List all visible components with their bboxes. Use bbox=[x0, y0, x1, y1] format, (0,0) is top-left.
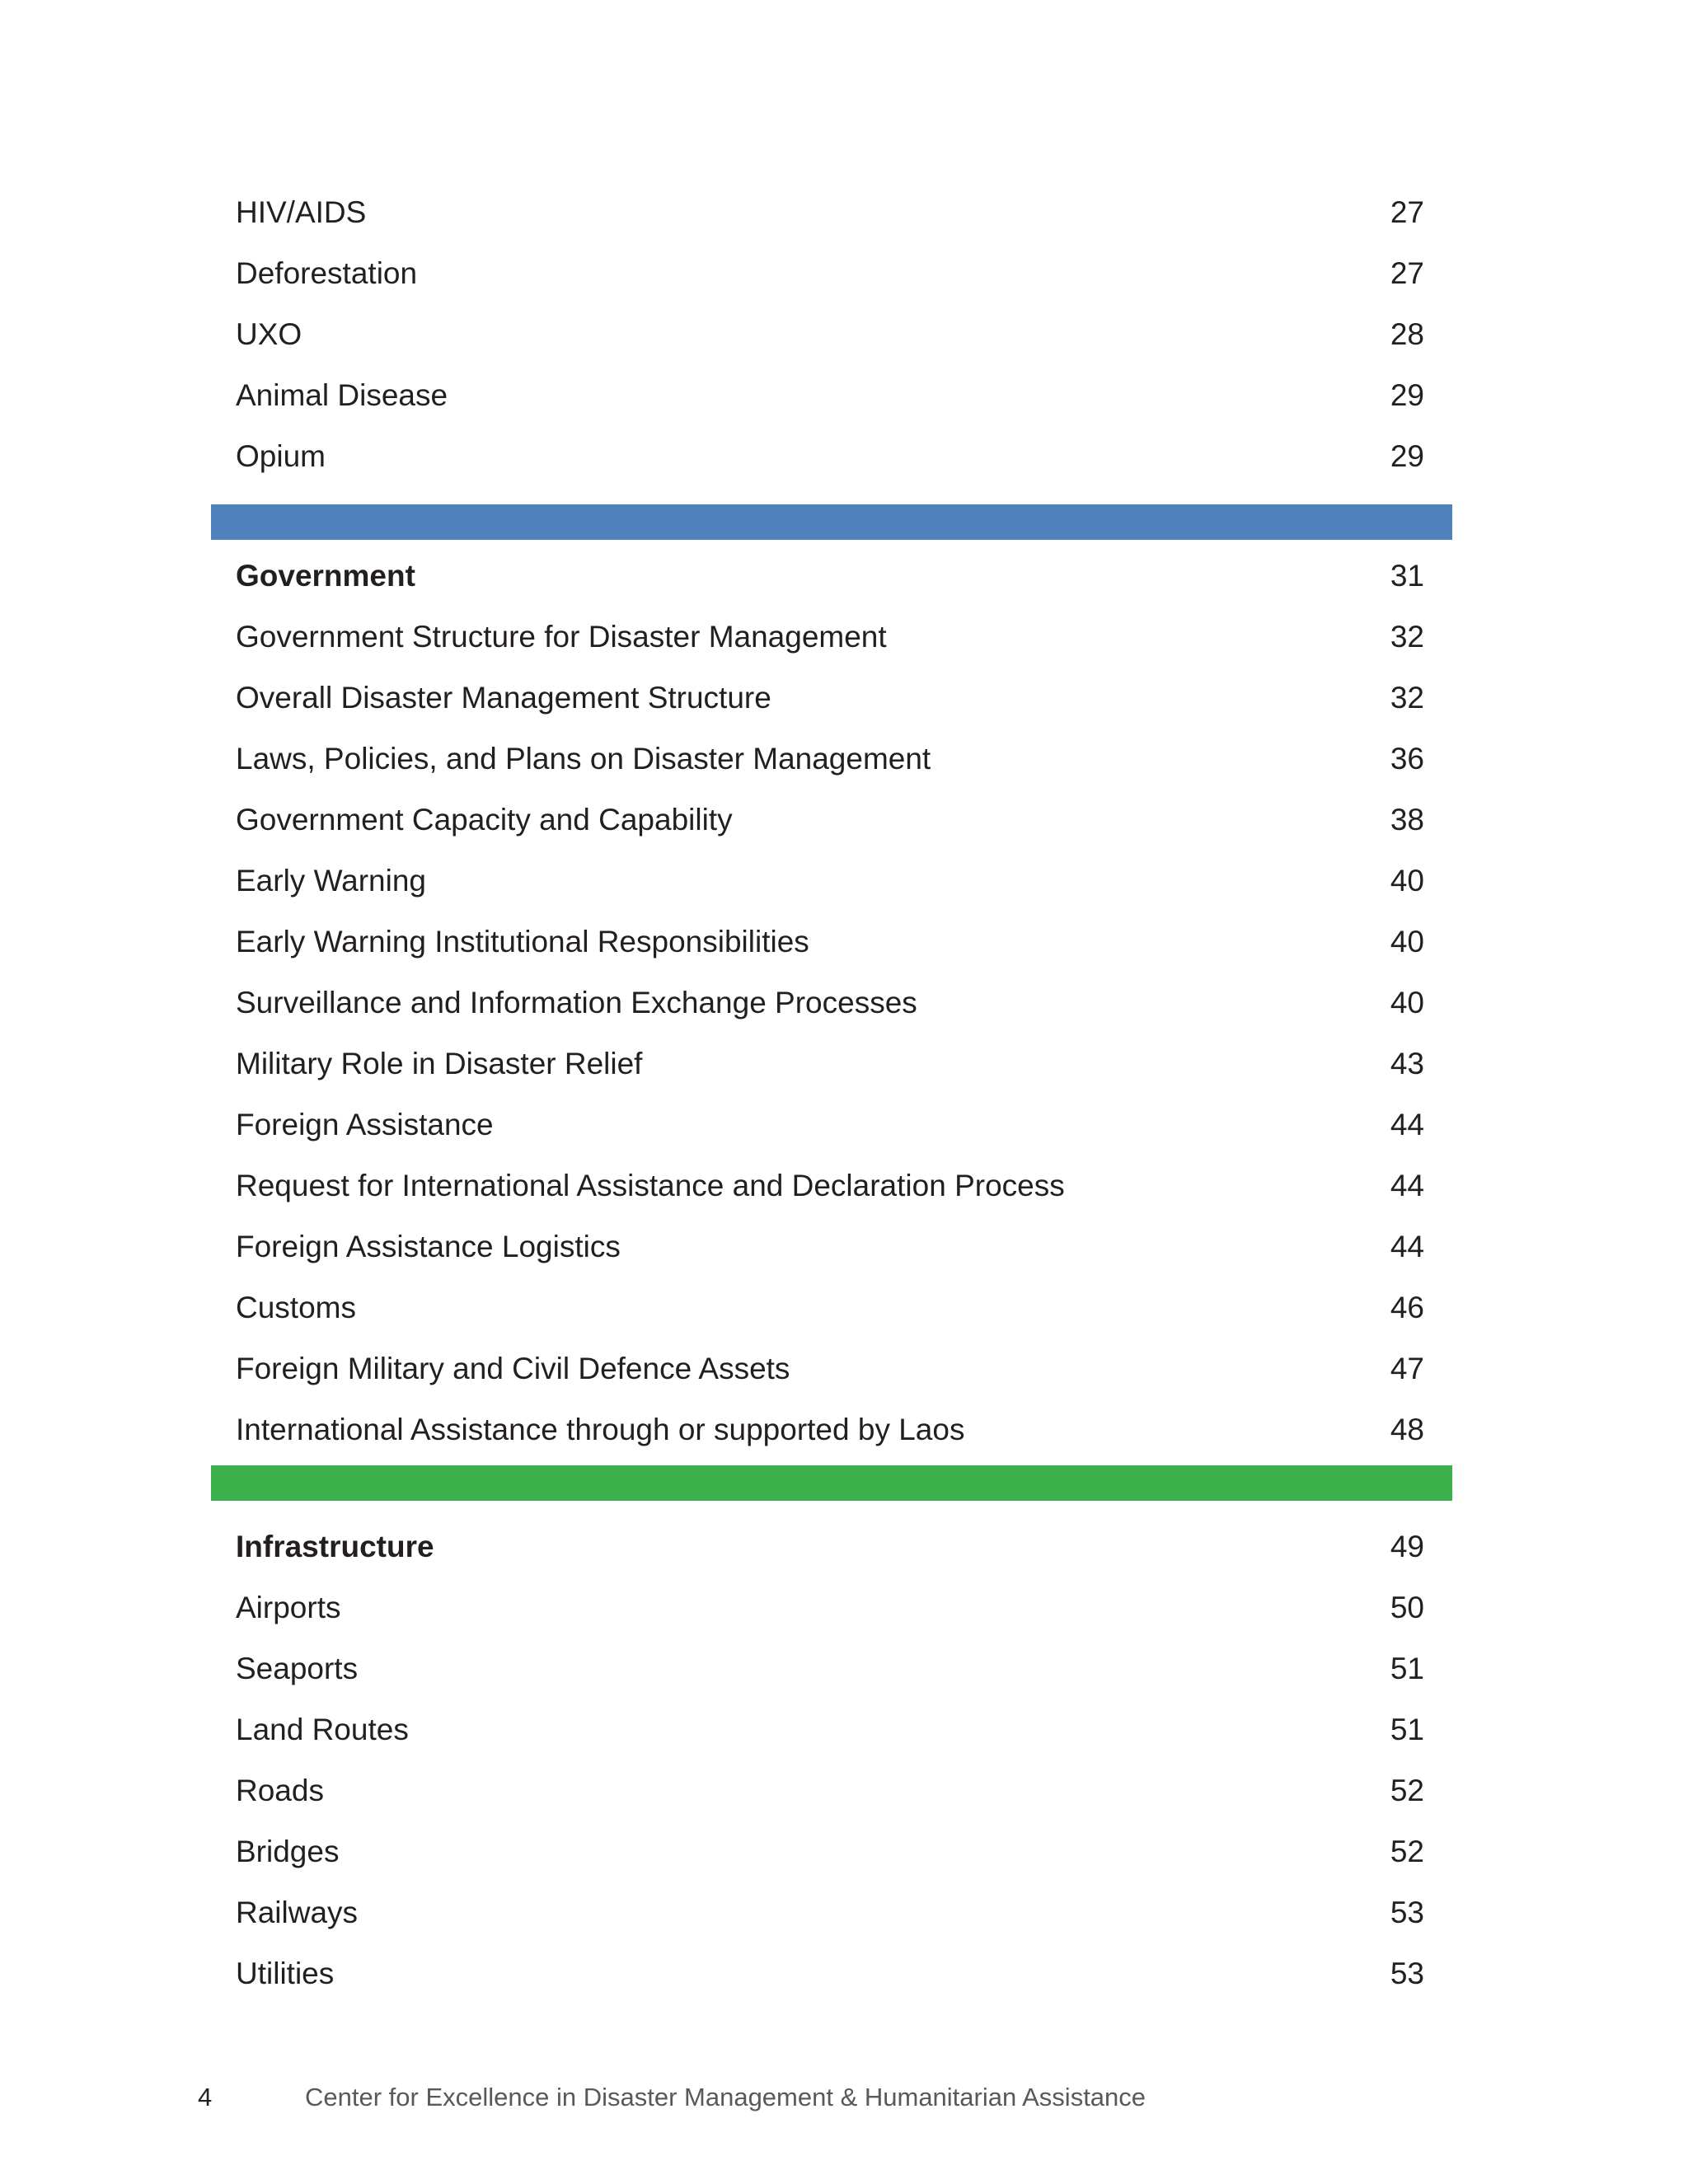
toc-entry-page: 52 bbox=[1390, 1835, 1424, 1868]
toc-entry-title: Military Role in Disaster Relief bbox=[236, 1047, 643, 1080]
toc-entry-title: Foreign Assistance Logistics bbox=[236, 1230, 621, 1263]
toc-entry-page: 27 bbox=[1390, 195, 1424, 229]
toc-entry-page: 44 bbox=[1390, 1108, 1424, 1141]
toc-entry-title: Bridges bbox=[236, 1835, 340, 1868]
toc-entry-title: Airports bbox=[236, 1591, 341, 1624]
toc-entry[interactable] bbox=[211, 1277, 1452, 1338]
toc-entry-title: Early Warning Institutional Responsibilities bbox=[236, 925, 809, 958]
toc-entry-page: 29 bbox=[1390, 378, 1424, 412]
section-divider-bar-government bbox=[211, 504, 1452, 540]
toc-entry-page: 40 bbox=[1390, 986, 1424, 1019]
toc-entry[interactable] bbox=[211, 365, 1452, 426]
toc-entry-page: 51 bbox=[1390, 1652, 1424, 1685]
toc-entry[interactable] bbox=[211, 912, 1452, 972]
toc-entry-title: Foreign Assistance bbox=[236, 1108, 494, 1141]
toc-entry-title: Government Capacity and Capability bbox=[236, 803, 733, 837]
toc-entry-page: 32 bbox=[1390, 681, 1424, 715]
toc-entry-title: Laws, Policies, and Plans on Disaster Management bbox=[236, 742, 931, 776]
toc-entry-page: 40 bbox=[1390, 925, 1424, 958]
toc-entry[interactable] bbox=[211, 1577, 1452, 1638]
footer-organization: Center for Excellence in Disaster Management & Humanitarian Assistance bbox=[305, 2083, 1146, 2111]
toc-entry[interactable] bbox=[211, 972, 1452, 1033]
toc-entry-title: Customs bbox=[236, 1291, 356, 1324]
toc-entry[interactable] bbox=[211, 851, 1452, 912]
toc-entry-page: 50 bbox=[1390, 1591, 1424, 1624]
toc-entry[interactable] bbox=[211, 1216, 1452, 1277]
toc-section-heading[interactable] bbox=[211, 546, 1452, 607]
toc-entry[interactable] bbox=[211, 1943, 1452, 2004]
toc-entry-page: 43 bbox=[1390, 1047, 1424, 1080]
toc-section-government bbox=[211, 546, 1452, 1460]
toc-entry-title: HIV/AIDS bbox=[236, 195, 367, 229]
toc-entry-page: 52 bbox=[1390, 1774, 1424, 1807]
toc-entry[interactable] bbox=[211, 1094, 1452, 1155]
toc-entry-page: 36 bbox=[1390, 742, 1424, 776]
toc-section-heading[interactable] bbox=[211, 1516, 1452, 1577]
toc-entry-page: 29 bbox=[1390, 439, 1424, 473]
toc-entry-title: Seaports bbox=[236, 1652, 359, 1685]
toc-entry[interactable] bbox=[211, 790, 1452, 851]
toc-entry-page: 47 bbox=[1390, 1352, 1424, 1385]
toc-entry[interactable] bbox=[211, 729, 1452, 790]
toc-entry-page: 44 bbox=[1390, 1169, 1424, 1202]
toc-entry-page: 44 bbox=[1390, 1230, 1424, 1263]
toc-entry[interactable] bbox=[211, 607, 1452, 668]
toc-entry-page: 27 bbox=[1390, 256, 1424, 290]
toc-entry-title: Government Structure for Disaster Management bbox=[236, 620, 887, 654]
toc-entry-page: 53 bbox=[1390, 1957, 1424, 1990]
toc-entry[interactable] bbox=[211, 1699, 1452, 1760]
toc-entry[interactable] bbox=[211, 1882, 1452, 1943]
page-footer bbox=[0, 2077, 1688, 2118]
toc-entry[interactable] bbox=[211, 668, 1452, 729]
toc-entry[interactable] bbox=[211, 1338, 1452, 1399]
toc-entry-page: 32 bbox=[1390, 620, 1424, 654]
toc-entry-title: Deforestation bbox=[236, 256, 418, 290]
toc-entry[interactable] bbox=[211, 1760, 1452, 1821]
toc-entry[interactable] bbox=[211, 1638, 1452, 1699]
toc-entry-title: Foreign Military and Civil Defence Assets bbox=[236, 1352, 790, 1385]
toc-entry-title: Utilities bbox=[236, 1957, 335, 1990]
toc-entry[interactable] bbox=[211, 182, 1452, 243]
toc-entry-title: Roads bbox=[236, 1774, 324, 1807]
toc-entry[interactable] bbox=[211, 243, 1452, 304]
toc-entry-title: Railways bbox=[236, 1896, 359, 1929]
toc-entry-title: Surveillance and Information Exchange Processes bbox=[236, 986, 917, 1019]
toc-entry-page: 28 bbox=[1390, 317, 1424, 351]
toc-entry-title: Land Routes bbox=[236, 1713, 409, 1746]
toc-entry-title: UXO bbox=[236, 317, 302, 351]
toc-entry[interactable] bbox=[211, 1821, 1452, 1882]
toc-entry-title: Early Warning bbox=[236, 864, 426, 898]
toc-entry-page: 38 bbox=[1390, 803, 1424, 837]
toc-entry-title: Overall Disaster Management Structure bbox=[236, 681, 771, 715]
toc-entry-page: 48 bbox=[1390, 1413, 1424, 1446]
toc-entry-page: 51 bbox=[1390, 1713, 1424, 1746]
toc-heading-title: Government bbox=[236, 559, 415, 593]
footer-page-number: 4 bbox=[198, 2083, 213, 2111]
toc-heading-title: Infrastructure bbox=[236, 1530, 434, 1563]
toc-entry-title: Opium bbox=[236, 439, 326, 473]
toc-entry-page: 40 bbox=[1390, 864, 1424, 898]
toc-entry[interactable] bbox=[211, 1399, 1452, 1460]
toc-entry-page: 53 bbox=[1390, 1896, 1424, 1929]
toc-entry[interactable] bbox=[211, 426, 1452, 487]
toc-entry[interactable] bbox=[211, 304, 1452, 365]
toc-section-infrastructure bbox=[211, 1516, 1452, 2004]
toc-entry[interactable] bbox=[211, 1033, 1452, 1094]
toc-entry-page: 46 bbox=[1390, 1291, 1424, 1324]
toc-section-1 bbox=[211, 182, 1452, 487]
toc-entry-title: International Assistance through or supported by Laos bbox=[236, 1413, 965, 1446]
toc-heading-page: 49 bbox=[1390, 1530, 1424, 1563]
toc-entry-title: Animal Disease bbox=[236, 378, 448, 412]
section-divider-bar-infrastructure bbox=[211, 1465, 1452, 1501]
toc-heading-page: 31 bbox=[1390, 559, 1424, 593]
toc-entry-title: Request for International Assistance and Declaration Process bbox=[236, 1169, 1065, 1202]
toc-entry[interactable] bbox=[211, 1155, 1452, 1216]
